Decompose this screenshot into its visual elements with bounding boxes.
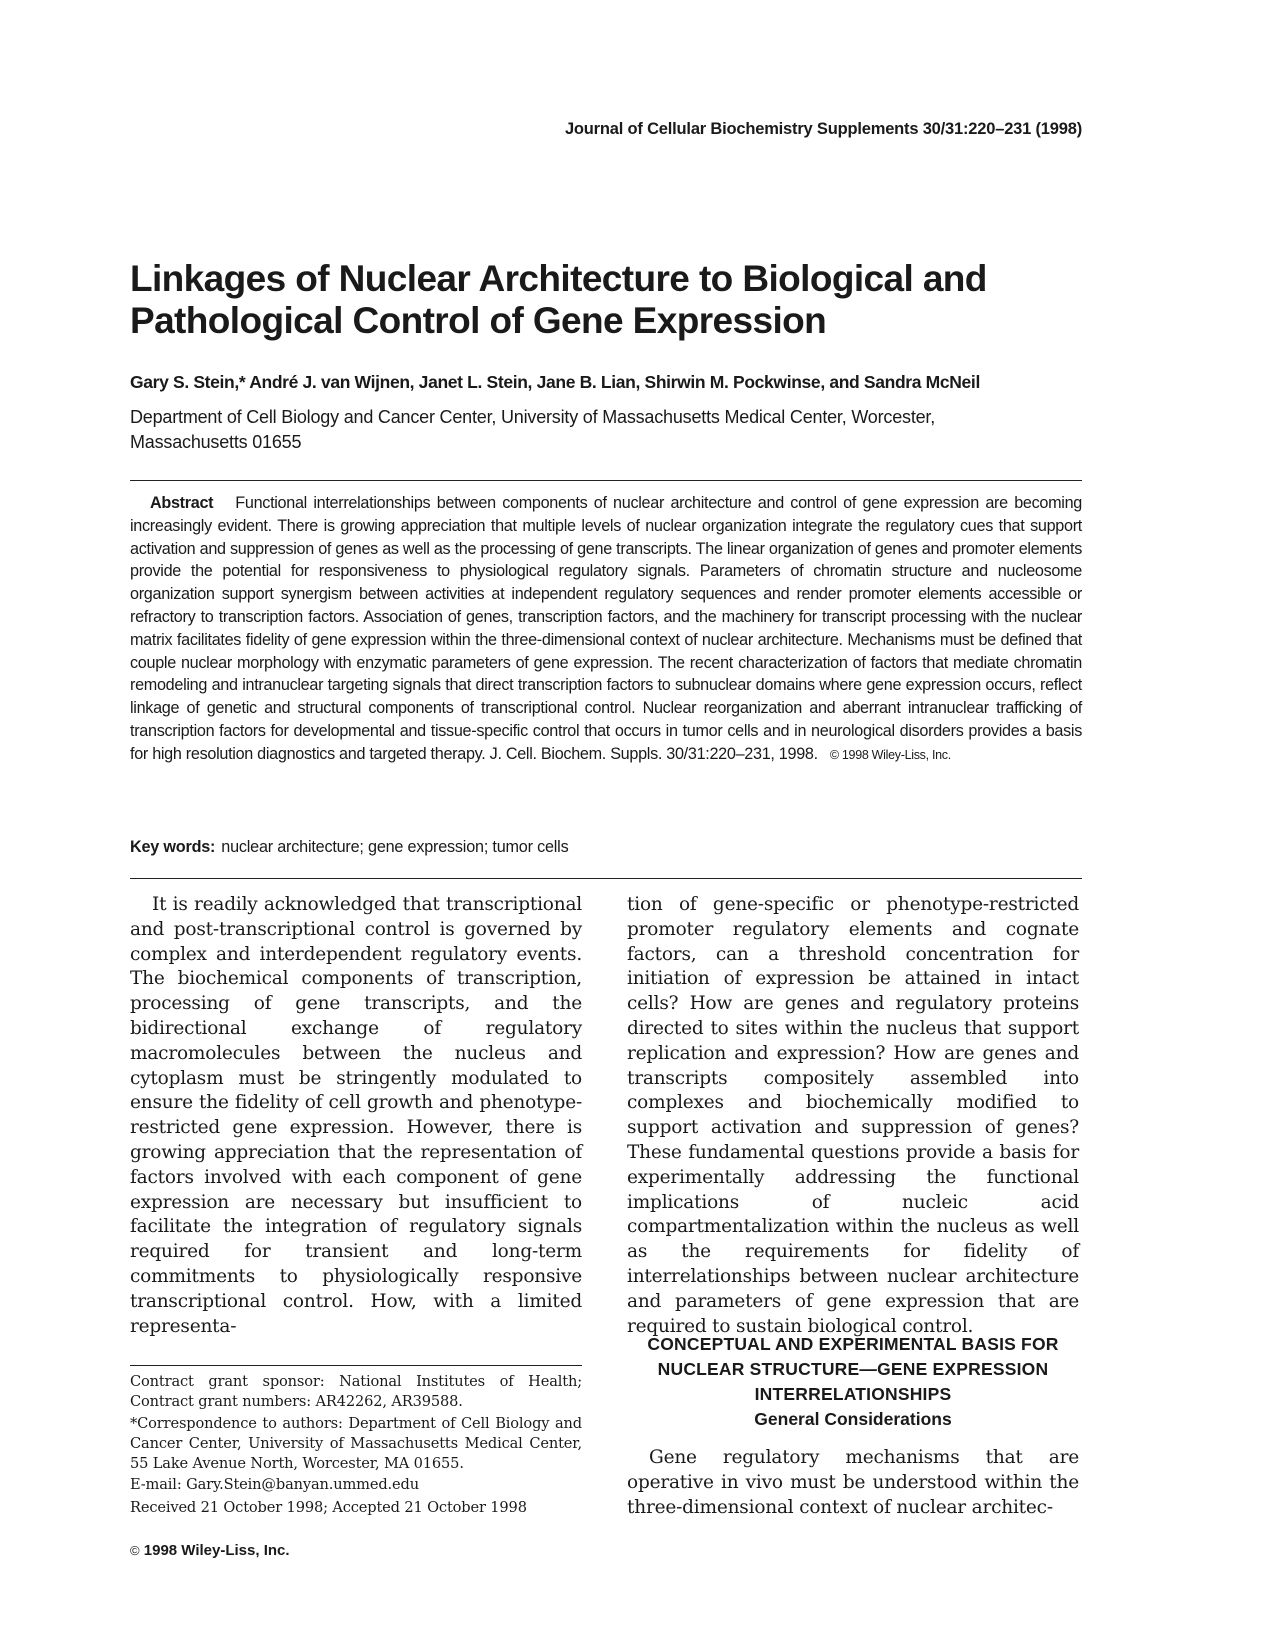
divider-bottom <box>130 878 1082 879</box>
page-copyright <box>130 1542 290 1559</box>
footnote-grant: Contract grant sponsor: National Institutes of Health; Contract grant numbers: AR42262, AR39588. <box>130 1373 582 1411</box>
body-column-right-continued: Gene regulatory mechanisms that are operative in vivo must be understood within the three-dimensional context of nuclear architec- <box>627 1447 1079 1518</box>
keywords <box>130 838 568 857</box>
email-text[interactable]: E-mail: Gary.Stein@banyan.ummed.edu <box>130 1475 419 1493</box>
footnote-divider <box>130 1365 582 1366</box>
keywords-text: nuclear architecture; gene expression; tumor cells <box>221 838 569 856</box>
keywords-label: Key words: <box>130 838 216 856</box>
section-heading: CONCEPTUAL AND EXPERIMENTAL BASIS FOR NUCLEAR STRUCTURE—GENE EXPRESSION INTERRELATIONSHIPS <box>647 1334 1059 1404</box>
body-column-right: tion of gene-specific or phenotype-restricted promoter regulatory elements and cognate factors, can a threshold concentration for initiation of expression be attained in intact cells? How are genes and regulatory proteins directed to sites within the nucleus that support replication and expression? How are genes and transcripts compositely assembled into complexes and biochemically modified to support activation and suppression of genes? These fundamental questions provide a basis for experimentally addressing the functional implications of nucleic acid compartmentalization within the nucleus as well as the requirements for fidelity of interrelationships between nuclear architecture and parameters of gene expression that are required to sustain biological control. <box>627 894 1079 1337</box>
abstract <box>130 492 1082 767</box>
abstract-text: Functional interrelationships between components of nuclear architecture and control of gene expression are becoming increasingly evident. There is growing appreciation that multiple levels of nuclear organization integrate the regulatory cues that support activation and suppression of genes as well as the processing of gene transcripts. The linear organization of genes and promoter elements provide the potential for responsiveness to physiological regulatory signals. Parameters of chromatin structure and nucleosome organization support synergism between activities at independent regulatory sequences and render promoter elements accessible or refractory to transcription factors. Association of genes, transcription factors, and the machinery for transcript processing with the nuclear matrix facilitates fidelity of gene expression within the three-dimensional context of nuclear architecture. Mechanisms must be defined that couple nuclear morphology with enzymatic parameters of gene expression. The recent characterization of factors that mediate chromatin remodeling and intranuclear targeting signals that direct transcription factors to subnuclear domains where gene expression occurs, reflect linkage of genetic and structural components of transcriptional control. Nuclear reorganization and aberrant intranuclear trafficking of transcription factors for developmental and tissue-specific control that occurs in tumor cells and in neurological disorders provides a basis for high resolution diagnostics and targeted therapy. J. Cell. Biochem. Suppls. 30/31:220–231, 1998. <box>130 494 1082 763</box>
author-list: Gary S. Stein,* André J. van Wijnen, Janet L. Stein, Jane B. Lian, Shirwin M. Pockwinse, and Sandra McNeil <box>130 372 980 392</box>
body-column-left: It is readily acknowledged that transcriptional and post-transcriptional control is governed by complex and interdependent regulatory events. The biochemical components of transcription, processing of gene transcripts, and the bidirectional exchange of regulatory macromolecules between the nucleus and cytoplasm must be stringently modulated to ensure the fidelity of cell growth and phenotype-restricted gene expression. However, there is growing appreciation that the representation of factors involved with each component of gene expression are necessary but insufficient to facilitate the integration of regulatory signals required for transient and long-term commitments to physiologically responsive transcriptional control. How, with a limited representa- <box>130 894 582 1337</box>
footnote-received: Received 21 October 1998; Accepted 21 October 1998 <box>130 1499 527 1516</box>
journal-citation: Journal of Cellular Biochemistry Supplements 30/31:220–231 (1998) <box>564 120 1082 138</box>
affiliation: Department of Cell Biology and Cancer Center, University of Massachusetts Medical Center, Worcester, Massachusetts 01655 <box>130 407 936 452</box>
article-title: Linkages of Nuclear Architecture to Biological and Pathological Control of Gene Expression <box>130 258 987 341</box>
divider-top <box>130 480 1082 481</box>
abstract-copyright: © 1998 Wiley-Liss, Inc. <box>829 747 951 762</box>
subsection-heading: General Considerations <box>754 1409 952 1429</box>
copyright-text: 1998 Wiley-Liss, Inc. <box>143 1542 290 1559</box>
footnote-correspondence <box>130 1414 582 1495</box>
correspondence-text: *Correspondence to authors: Department of Cell Biology and Cancer Center, University of Massachusetts Medical Center, 55 Lake Avenue North, Worcester, MA 01655. <box>130 1415 582 1473</box>
abstract-label: Abstract <box>150 494 214 512</box>
copyright-symbol: © <box>130 1543 140 1558</box>
